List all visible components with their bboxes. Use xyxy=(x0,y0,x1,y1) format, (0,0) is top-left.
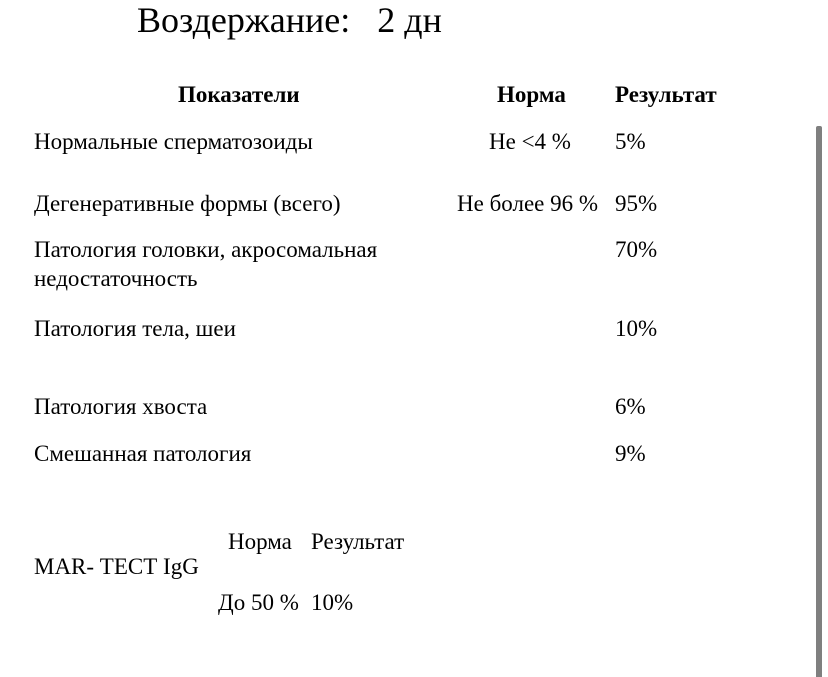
row-result: 5% xyxy=(615,129,646,154)
row-indicator: Нормальные сперматозоиды xyxy=(34,129,313,154)
abstinence-title xyxy=(137,0,442,40)
mar-result: 10% xyxy=(311,590,354,615)
mar-result-header: Результат xyxy=(311,529,405,554)
row-result: 9% xyxy=(615,441,646,466)
row-indicator: Смешанная патология xyxy=(34,441,252,466)
row-indicator: Патология хвоста xyxy=(34,394,208,419)
header-result: Результат xyxy=(615,82,717,107)
row-result: 95% xyxy=(615,191,658,216)
row-result: 6% xyxy=(615,394,646,419)
mar-norm: До 50 % xyxy=(218,590,299,615)
header-norm: Норма xyxy=(497,82,566,107)
mar-test-label: MAR- ТЕСТ IgG xyxy=(34,554,199,579)
row-norm: Не <4 % xyxy=(489,129,571,154)
row-norm: Не более 96 % xyxy=(457,191,599,216)
abstinence-label: Воздержание: xyxy=(137,0,351,40)
row-indicator-line1: Патология головки, акросомальная xyxy=(34,237,378,262)
row-indicator: Дегенеративные формы (всего) xyxy=(34,191,341,216)
row-indicator-line2: недостаточность xyxy=(34,266,198,291)
mar-norm-header: Норма xyxy=(228,529,292,554)
row-result: 10% xyxy=(615,316,658,341)
header-indicators: Показатели xyxy=(178,82,300,107)
row-result: 70% xyxy=(615,237,658,262)
row-indicator: Патология тела, шеи xyxy=(34,316,236,341)
vertical-scrollbar[interactable] xyxy=(816,126,822,677)
abstinence-value: 2 дн xyxy=(377,0,442,40)
